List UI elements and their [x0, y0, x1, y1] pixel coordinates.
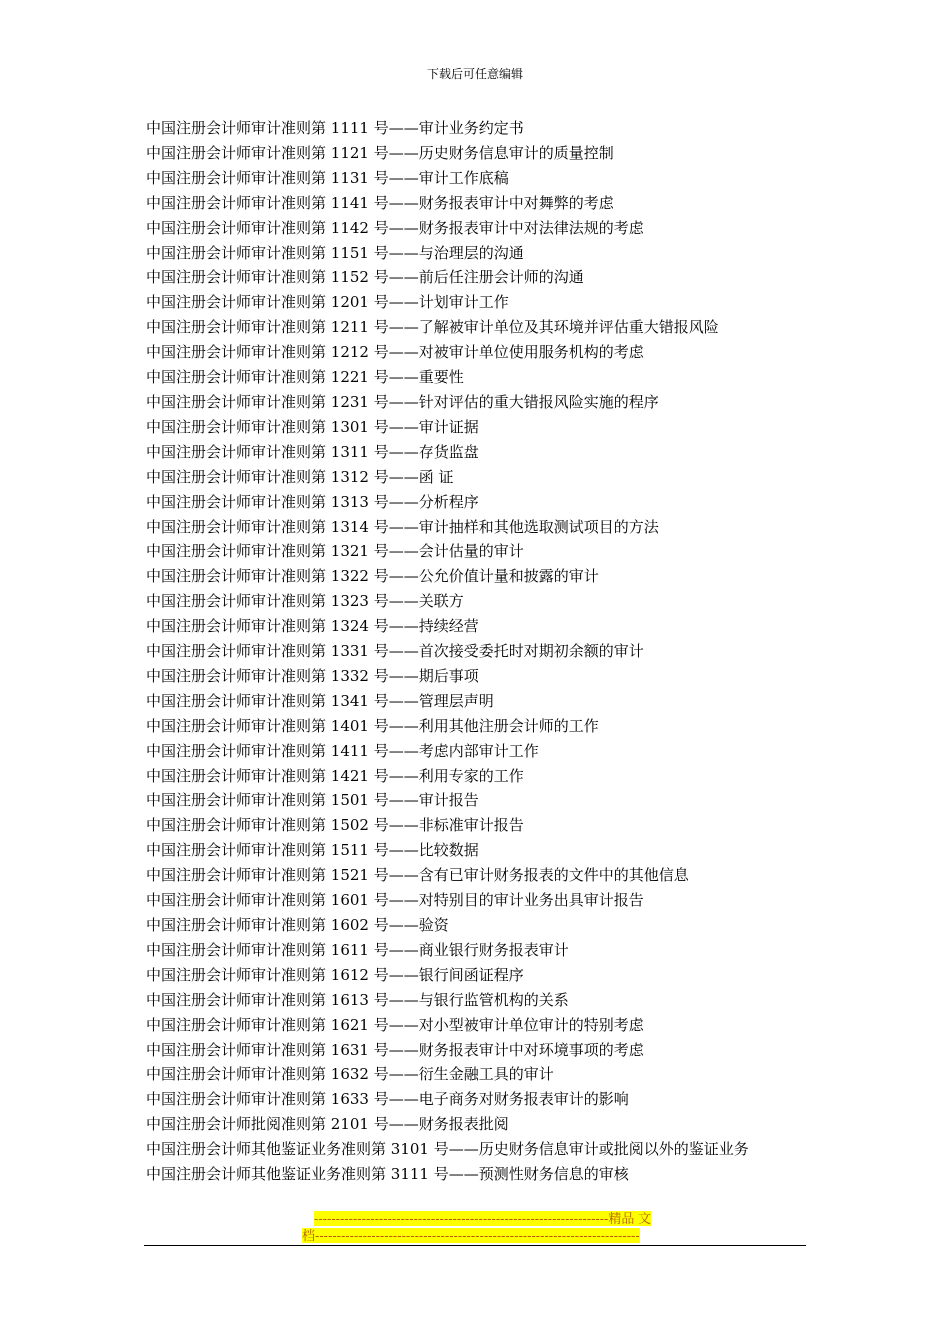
standard-item: 中国注册会计师审计准则第 1341 号——管理层声明: [146, 691, 494, 710]
standard-item: 中国注册会计师审计准则第 1201 号——计划审计工作: [146, 293, 509, 312]
standard-item: 中国注册会计师审计准则第 1332 号——期后事项: [146, 666, 479, 685]
standard-item: 中国注册会计师审计准则第 1131 号——审计工作底稿: [146, 168, 509, 187]
standard-item: 中国注册会计师审计准则第 1323 号——关联方: [146, 592, 464, 611]
standard-item: 中国注册会计师审计准则第 1221 号——重要性: [146, 368, 464, 387]
standard-item: 中国注册会计师审计准则第 1111 号——审计业务约定书: [146, 119, 524, 137]
footer-rule: [144, 1245, 806, 1246]
standard-item: 中国注册会计师审计准则第 1121 号——历史财务信息审计的质量控制: [146, 143, 614, 162]
standard-item: 中国注册会计师审计准则第 1621 号——对小型被审计单位审计的特别考虑: [146, 1015, 644, 1034]
standard-item: 中国注册会计师审计准则第 1314 号——审计抽样和其他选取测试项目的方法: [146, 517, 659, 536]
standard-item: 中国注册会计师审计准则第 1212 号——对被审计单位使用服务机构的考虑: [146, 343, 644, 362]
footer-banner: [302, 1210, 652, 1244]
standard-item: 中国注册会计师审计准则第 1421 号——利用专家的工作: [146, 766, 524, 785]
standard-item: 中国注册会计师审计准则第 1152 号——前后任注册会计师的沟通: [146, 268, 584, 287]
standard-item: 中国注册会计师其他鉴证业务准则第 3101 号——历史财务信息审计或批阅以外的鉴证业务: [146, 1140, 749, 1159]
standard-item: 中国注册会计师审计准则第 1301 号——审计证据: [146, 417, 479, 436]
standard-item: 中国注册会计师审计准则第 1613 号——与银行监管机构的关系: [146, 990, 569, 1009]
footer-banner-line1: --------------------------------------------------------------------精品 文: [314, 1211, 651, 1226]
standard-item: 中国注册会计师审计准则第 1211 号——了解被审计单位及其环境并评估重大错报风险: [146, 318, 719, 337]
standard-item: 中国注册会计师审计准则第 1151 号——与治理层的沟通: [146, 243, 524, 262]
footer-banner-line2: 档---------------------------------------------------------------------------: [302, 1228, 640, 1243]
standard-item: 中国注册会计师审计准则第 1311 号——存货监盘: [146, 442, 479, 461]
standard-item: 中国注册会计师审计准则第 1142 号——财务报表审计中对法律法规的考虑: [146, 218, 644, 237]
standard-item: 中国注册会计师审计准则第 1632 号——衍生金融工具的审计: [146, 1065, 554, 1084]
standard-item: 中国注册会计师其他鉴证业务准则第 3111 号——预测性财务信息的审核: [146, 1165, 629, 1184]
page-header: 下载后可任意编辑: [426, 67, 523, 81]
standard-item: 中国注册会计师审计准则第 1521 号——含有已审计财务报表的文件中的其他信息: [146, 866, 689, 885]
standard-item: 中国注册会计师审计准则第 1313 号——分析程序: [146, 492, 479, 511]
standard-item: 中国注册会计师审计准则第 1612 号——银行间函证程序: [146, 965, 524, 984]
standard-item: 中国注册会计师审计准则第 1331 号——首次接受委托时对期初余额的审计: [146, 642, 644, 661]
standard-item: 中国注册会计师审计准则第 1602 号——验资: [146, 916, 449, 934]
standard-item: 中国注册会计师审计准则第 1601 号——对特别目的审计业务出具审计报告: [146, 891, 644, 910]
standard-item: 中国注册会计师审计准则第 1511 号——比较数据: [146, 841, 479, 860]
standard-item: 中国注册会计师审计准则第 1633 号——电子商务对财务报表审计的影响: [146, 1090, 629, 1109]
standard-item: 中国注册会计师审计准则第 1502 号——非标准审计报告: [146, 816, 524, 835]
standard-item: 中国注册会计师审计准则第 1321 号——会计估量的审计: [146, 542, 524, 561]
standard-item: 中国注册会计师审计准则第 1324 号——持续经营: [146, 617, 479, 636]
standard-item: 中国注册会计师审计准则第 1501 号——审计报告: [146, 791, 479, 810]
standard-item: 中国注册会计师审计准则第 1611 号——商业银行财务报表审计: [146, 940, 569, 959]
standard-item: 中国注册会计师批阅准则第 2101 号——财务报表批阅: [146, 1115, 509, 1134]
standard-item: 中国注册会计师审计准则第 1401 号——利用其他注册会计师的工作: [146, 716, 599, 735]
standard-item: 中国注册会计师审计准则第 1141 号——财务报表审计中对舞弊的考虑: [146, 193, 614, 212]
standard-item: 中国注册会计师审计准则第 1322 号——公允价值计量和披露的审计: [146, 567, 599, 586]
standard-item: 中国注册会计师审计准则第 1312 号——函 证: [146, 467, 454, 486]
standard-item: 中国注册会计师审计准则第 1631 号——财务报表审计中对环境事项的考虑: [146, 1040, 644, 1059]
standards-list: [146, 116, 806, 1187]
standard-item: 中国注册会计师审计准则第 1231 号——针对评估的重大错报风险实施的程序: [146, 392, 659, 411]
standard-item: 中国注册会计师审计准则第 1411 号——考虑内部审计工作: [146, 741, 539, 760]
